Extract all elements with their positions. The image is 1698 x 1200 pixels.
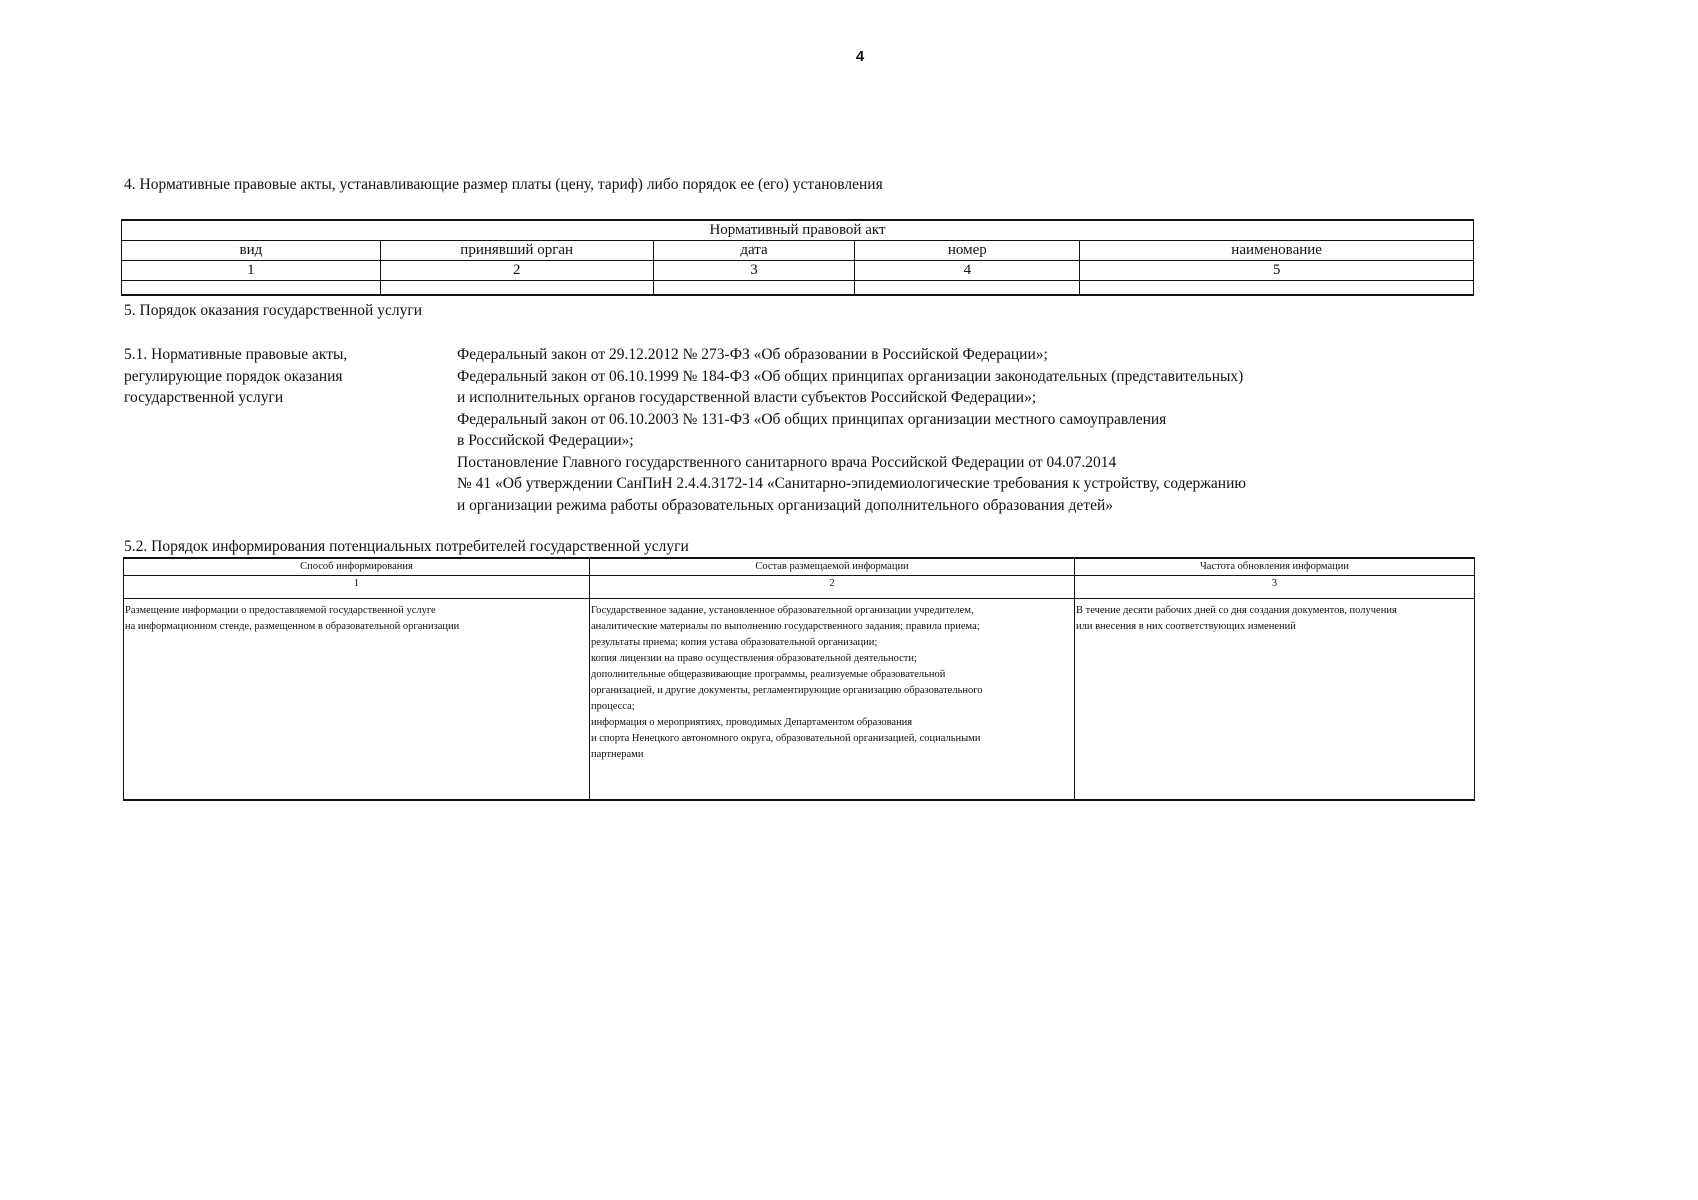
column-header-type: вид: [122, 241, 381, 261]
column-number-3: 3: [1075, 576, 1475, 599]
list-item: и организации режима работы образовательных организаций дополнительного образования детей»: [457, 496, 1113, 514]
column-header-authority: принявший орган: [380, 241, 653, 261]
section-5-1-label: 5.1. Нормативные правовые акты, регулирующие порядок оказания государственной услуги: [124, 346, 348, 406]
column-header-number: номер: [855, 241, 1080, 261]
column-header-content: Состав размещаемой информации: [590, 558, 1075, 576]
cell-frequency: В течение десяти рабочих дней со дня создания документов, получения или внесения в них соответствующих изменений: [1075, 599, 1475, 801]
cell-method: Размещение информации о предоставляемой государственной услуге на информационном стенде, размещенном в образовательной организации: [124, 599, 590, 801]
list-item: Федеральный закон от 06.10.1999 № 184-ФЗ «Об общих принципах организации законодательных (представительных): [457, 367, 1244, 385]
section-5-1-acts-list: [457, 344, 1477, 516]
list-item: и исполнительных органов государственной власти субъектов Российской Федерации»;: [457, 389, 1037, 406]
column-number-2: 2: [590, 576, 1075, 599]
normative-acts-table: [121, 219, 1474, 296]
table-row: [124, 599, 1475, 801]
column-number-2: 2: [380, 261, 653, 281]
list-item: в Российской Федерации»;: [457, 432, 634, 449]
column-number-3: 3: [653, 261, 855, 281]
page-number: 4: [855, 48, 865, 65]
cell-content: Государственное задание, установленное образовательной организации учредителем, аналитические материалы по выполнению государственного задания; правила приема; результаты приема; копия устава образовательной организации; копия лицензии на право осуществления образовательной деятельности; дополнительные общеразвивающие программы, реализуемые образовательной организацией, и другие документы, регламентирующие организацию образовательного процесса; информация о мероприятиях, проводимых Департаментом образования и спорта Ненецкого автономного округа, образовательной организацией, социальными партнерами: [590, 599, 1075, 801]
list-item: Федеральный закон от 06.10.2003 № 131-ФЗ «Об общих принципах организации местного самоуправления: [457, 410, 1167, 428]
column-header-name: наименование: [1080, 241, 1474, 261]
section-5-2-title: 5.2. Порядок информирования потенциальных потребителей государственной услуги: [124, 538, 689, 555]
table-row: [122, 281, 1474, 296]
column-header-method: Способ информирования: [124, 558, 590, 576]
section-4-title: 4. Нормативные правовые акты, устанавливающие размер платы (цену, тариф) либо порядок ее (его) установления: [124, 176, 883, 193]
column-number-4: 4: [855, 261, 1080, 281]
column-number-5: 5: [1080, 261, 1474, 281]
list-item: № 41 «Об утверждении СанПиН 2.4.4.3172-14 «Санитарно-эпидемиологические требования к устройству, содержанию: [457, 475, 1246, 492]
column-number-1: 1: [124, 576, 590, 599]
column-header-frequency: Частота обновления информации: [1075, 558, 1475, 576]
list-item: Постановление Главного государственного санитарного врача Российской Федерации от 04.07.2014: [457, 453, 1117, 471]
list-item: Федеральный закон от 29.12.2012 № 273-ФЗ «Об образовании в Российской Федерации»;: [457, 346, 1048, 363]
table-group-header: Нормативный правовой акт: [122, 220, 1474, 241]
informing-table: [123, 557, 1475, 801]
column-header-date: дата: [653, 241, 855, 261]
column-number-1: 1: [122, 261, 381, 281]
section-5-title: 5. Порядок оказания государственной услуги: [124, 302, 422, 319]
